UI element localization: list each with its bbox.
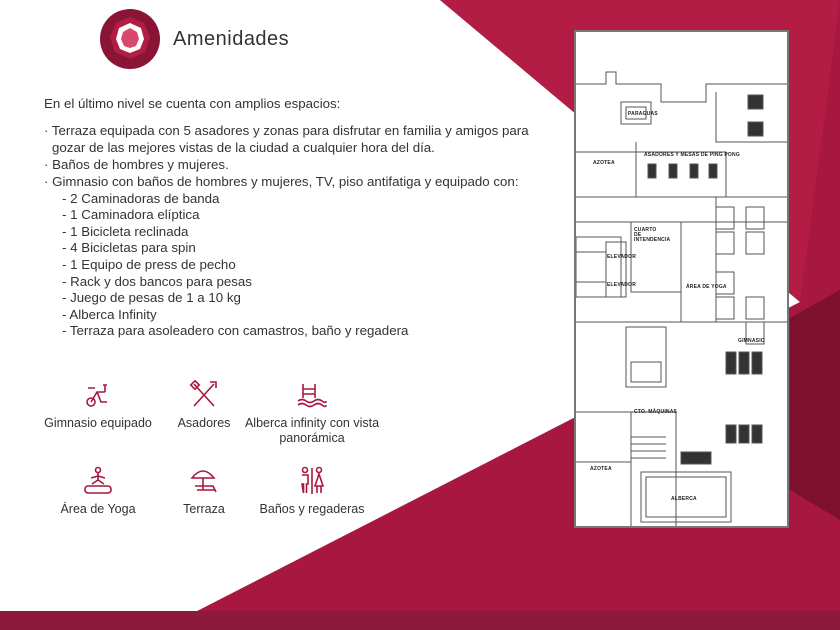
amenity-label: Alberca infinity con vista panorámica — [244, 416, 380, 445]
amenity-label: Baños y regaderas — [259, 502, 365, 516]
amenity-banos — [237, 466, 387, 517]
list-item: - 1 Bicicleta reclinada — [62, 223, 189, 239]
amenity-label: Área de Yoga — [60, 502, 136, 516]
bullet-banos: · Baños de hombres y mujeres. — [44, 156, 229, 172]
amenity-label: Asadores — [177, 416, 231, 430]
floor-plan-drawing — [576, 32, 787, 526]
floor-plan — [574, 30, 789, 528]
plan-label-alberca: ALBERCA — [671, 496, 697, 502]
plan-label-azotea: AZOTEA — [593, 160, 615, 166]
amenity-label: Gimnasio equipado — [44, 416, 152, 430]
amenities-description — [44, 96, 564, 340]
plan-label-gimnasio: GIMNASIO — [738, 338, 765, 344]
plan-label-paraguas: PARAGUAS — [628, 111, 658, 117]
list-item: - Rack y dos bancos para pesas — [62, 273, 252, 289]
page-title: Amenidades — [173, 28, 290, 50]
yoga-mat-icon — [81, 466, 115, 496]
list-item: - 2 Caminadoras de banda — [62, 190, 220, 206]
list-item: - Juego de pesas de 1 a 10 kg — [62, 290, 241, 306]
plan-label-asadores: ASADORES Y MESAS DE PING PONG — [644, 152, 740, 158]
plan-label-elevador: ELEVADOR — [607, 254, 637, 260]
amenity-label: Terraza — [183, 502, 225, 516]
plan-label-cuarto: CUARTO DE INTENDENCIA — [634, 227, 671, 243]
list-item: - 1 Caminadora elíptica — [62, 207, 200, 223]
list-item: - 1 Equipo de press de pecho — [62, 256, 236, 272]
list-item: - 4 Bicicletas para spin — [62, 240, 196, 256]
plan-label-yoga: ÁREA DE YOGA — [686, 284, 727, 290]
bike-icon — [83, 380, 113, 410]
bottom-bar — [0, 611, 840, 630]
plan-label-azotea: AZOTEA — [590, 466, 612, 472]
umbrella-chair-icon — [189, 466, 219, 496]
restroom-icon — [297, 466, 327, 496]
grill-tools-icon — [189, 380, 219, 410]
plan-label-elevador: ELEVADOR — [607, 282, 637, 288]
pool-icon — [295, 380, 329, 410]
bullet-terraza: · Terraza equipada con 5 asadores y zonas para disfrutar en familia y amigos para gozar de las mejores vistas de la ciudad a cualquier hora del día. — [44, 122, 529, 155]
list-item: - Alberca Infinity — [62, 306, 157, 322]
gem-logo-icon — [100, 9, 160, 69]
amenity-alberca — [237, 380, 387, 446]
bullet-gimnasio: · Gimnasio con baños de hombres y mujeres, TV, piso antifatiga y equipado con: — [44, 173, 519, 189]
intro-text: En el último nivel se cuenta con amplios espacios: — [44, 96, 341, 111]
list-item: - Terraza para asoleadero con camastros, baño y regadera — [62, 323, 409, 339]
plan-label-maquinas: CTO. MÁQUINAS — [634, 409, 678, 415]
